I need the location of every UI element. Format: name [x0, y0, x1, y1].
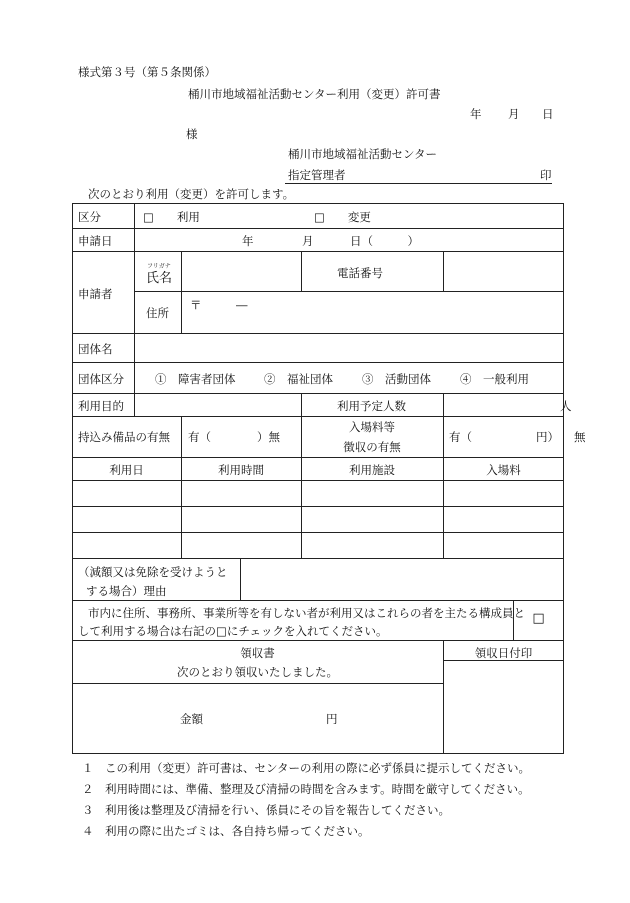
nonresident-text-line2: して利用する場合は右記の□にチェックを入れてください。 — [78, 624, 388, 638]
address-label: 住所 — [146, 306, 169, 320]
col-time-header: 利用時間 — [218, 463, 264, 477]
admission-value-yen: 円） — [536, 430, 559, 444]
category-label: 区分 — [78, 210, 101, 224]
note-item: ２ 利用時間には、準備、整理及び清掃の時間を含みます。時間を厳守してください。 — [82, 782, 530, 796]
nonresident-checkbox[interactable]: □ — [532, 611, 545, 626]
receipt-title: 領収書 — [240, 646, 275, 660]
apply-month: 月 — [302, 234, 314, 248]
furigana-label: フリガナ — [147, 263, 171, 270]
seal-mark: 印 — [540, 168, 552, 182]
note-item: ４ 利用の際に出たゴミは、各自持ち帰ってください。 — [82, 824, 370, 838]
note-item: １ この利用（変更）許可書は、センターの利用の際に必ず係員に提示してください。 — [82, 761, 531, 775]
amount-label: 金額 — [180, 712, 203, 726]
group-type-option-1[interactable]: ① 障害者団体 — [155, 372, 236, 386]
category-change-checkbox[interactable]: □ 変更 — [314, 210, 371, 224]
group-type-option-4[interactable]: ④ 一般利用 — [460, 372, 529, 386]
category-use-checkbox[interactable]: □ 利用 — [143, 210, 200, 224]
col-facility-header: 利用施設 — [349, 463, 395, 477]
note-item: ３ 利用後は整理及び清掃を行い、係員にその旨を報告してください。 — [82, 803, 450, 817]
reduction-label-line2: する場合）理由 — [86, 584, 167, 598]
apply-year: 年 — [242, 234, 254, 248]
group-type-option-2[interactable]: ② 福祉団体 — [264, 372, 333, 386]
issuer-role: 指定管理者 — [288, 168, 346, 182]
date-month: 月 — [508, 107, 520, 121]
date-day: 日 — [542, 107, 554, 121]
receipt-text: 次のとおり領収いたしました。 — [177, 665, 338, 679]
reduction-label-line1: （減額又は免除を受けようと — [78, 565, 228, 579]
receipt-date-stamp-label: 領収日付印 — [474, 646, 533, 660]
issuer-underline — [285, 183, 552, 184]
admission-value-left: 有（ — [449, 430, 472, 444]
col-fee-header: 入場料 — [486, 463, 521, 477]
apply-date-label: 申請日 — [78, 234, 113, 248]
issuer-name: 桶川市地域福祉活動センター — [288, 147, 438, 161]
group-type-label: 団体区分 — [78, 372, 124, 386]
intro-text: 次のとおり利用（変更）を許可します。 — [88, 187, 295, 201]
admission-label-line2: 徴収の有無 — [343, 440, 401, 454]
addressee-suffix: 様 — [186, 127, 198, 141]
purpose-label: 利用目的 — [78, 399, 124, 413]
planned-people-label: 利用予定人数 — [337, 399, 406, 413]
amount-unit: 円 — [326, 712, 338, 726]
date-year: 年 — [470, 107, 482, 121]
admission-label-line1: 入場料等 — [349, 420, 395, 434]
page-title: 桶川市地域福祉活動センター利用（変更）許可書 — [188, 87, 441, 101]
postal-mark: 〒 ― — [190, 298, 248, 312]
phone-label: 電話番号 — [337, 266, 383, 280]
name-label: 氏名 — [146, 271, 173, 286]
equipment-value: 有（ ）無 — [188, 430, 280, 444]
admission-value-none: 無 — [574, 430, 586, 444]
group-type-option-3[interactable]: ③ 活動団体 — [362, 372, 431, 386]
apply-day: 日（ ） — [350, 234, 419, 248]
people-unit: 人 — [560, 399, 572, 413]
applicant-label: 申請者 — [78, 287, 113, 301]
nonresident-text-line1: 市内に住所、事務所、事業所等を有しない者が利用又はこれらの者を主たる構成員と — [88, 606, 525, 620]
col-date-header: 利用日 — [109, 463, 144, 477]
equipment-label: 持込み備品の有無 — [78, 430, 170, 444]
group-name-label: 団体名 — [78, 342, 113, 356]
form-number: 様式第３号（第５条関係） — [78, 65, 216, 79]
